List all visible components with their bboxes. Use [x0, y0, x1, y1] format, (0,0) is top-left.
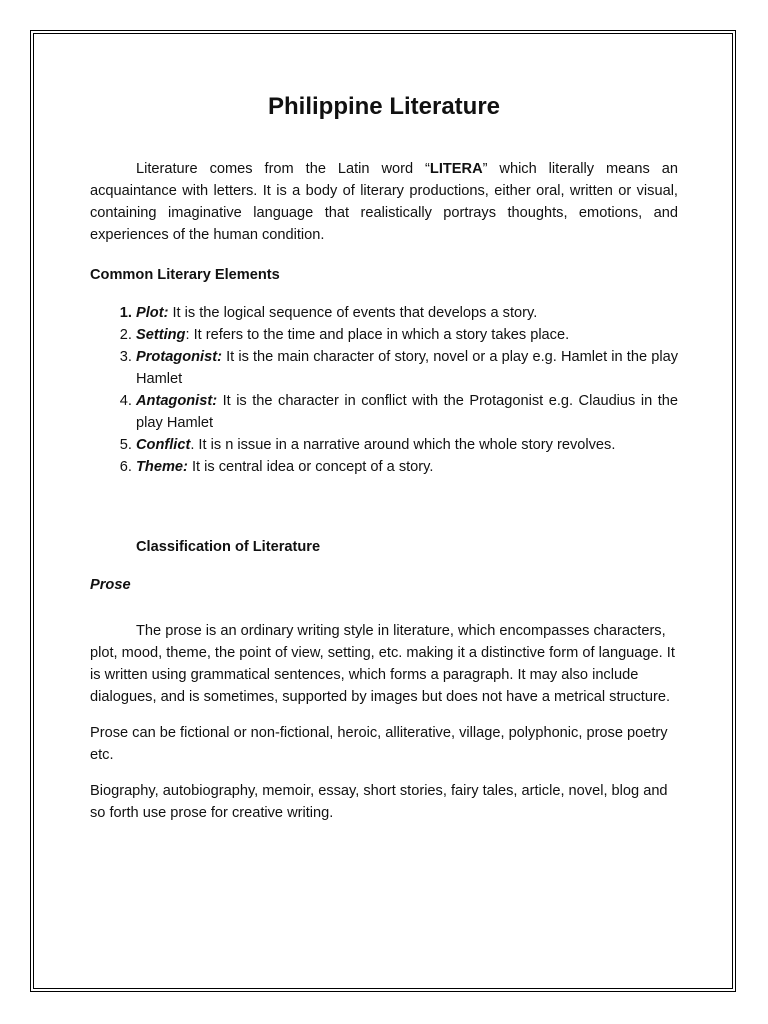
list-item: 5. Conflict. It is n issue in a narrative around which the whole story revolves. [136, 434, 678, 456]
list-item: 4. Antagonist: It is the character in conflict with the Protagonist e.g. Claudius in the play Hamlet [136, 390, 678, 434]
intro-bold-word: LITERA [429, 161, 483, 177]
intro-paragraph [90, 158, 678, 246]
prose-types-paragraph: Prose can be fictional or non-fictional, heroic, alliterative, village, polyphonic, prose poetry etc. [90, 725, 668, 763]
intro-text-end: ” which literally means an acquaintance with letters. It is a body of literary productions, either oral, written or visual, containing imaginative language that realistically portrays thoughts, emotions, and experiences of the human condition. [90, 161, 678, 243]
prose-paragraph: The prose is an ordinary writing style in literature, which encompasses characters, plot, mood, theme, the point of view, setting, etc. making it a distinctive form of language. It is written using grammatical sentences, which forms a paragraph. It may also include dialogues, and is sometimes, supported by images but does not have a metrical structure. [90, 623, 675, 705]
document-title: Philippine Literature [267, 93, 501, 120]
elements-list [90, 302, 678, 478]
list-item: 2. Setting: It refers to the time and place in which a story takes place. [136, 324, 678, 346]
list-item: 1. Plot: It is the logical sequence of events that develops a story. [136, 302, 678, 324]
classification-heading: Classification of Literature [136, 539, 321, 555]
elements-heading: Common Literary Elements [90, 267, 280, 283]
prose-uses-paragraph: Biography, autobiography, memoir, essay, short stories, fairy tales, article, novel, blog and so forth use prose for creative writing. [90, 783, 668, 821]
list-item: 3. Protagonist: It is the main character of story, novel or a play e.g. Hamlet in the play Hamlet [136, 346, 678, 390]
prose-heading: Prose [90, 577, 131, 593]
intro-text-start: Literature comes from the Latin word “ [136, 161, 430, 177]
document-body [90, 92, 678, 824]
list-item: 6. Theme: It is central idea or concept of a story. [136, 456, 678, 478]
